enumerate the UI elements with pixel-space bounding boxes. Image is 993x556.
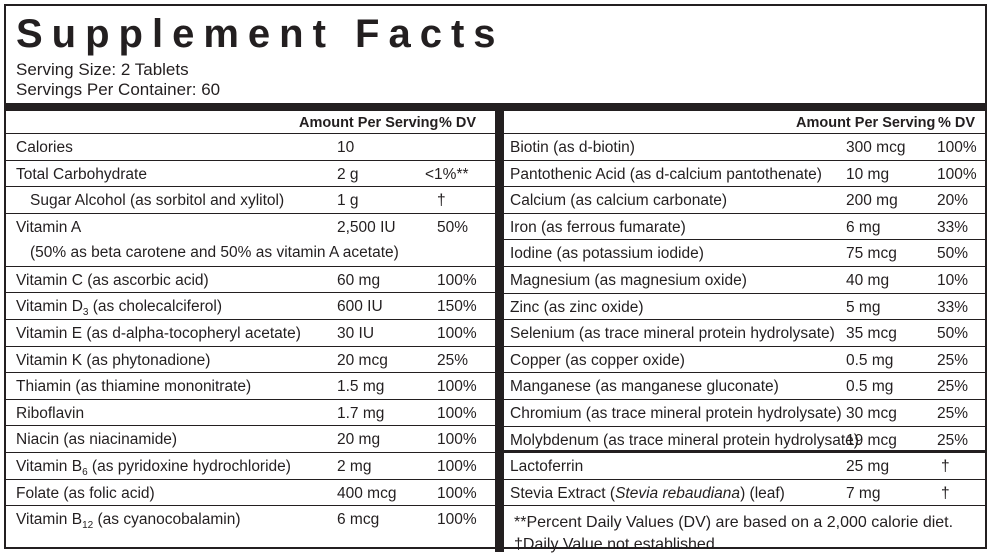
nutrient-amount: 7 mg — [846, 484, 881, 502]
nutrient-dv: 100% — [437, 378, 477, 396]
table-row — [6, 480, 495, 507]
nutrient-dv: 25% — [937, 404, 969, 422]
nutrient-dv: 50% — [437, 218, 469, 236]
table-row — [6, 426, 495, 453]
table-row — [6, 373, 495, 400]
nutrient-name — [510, 485, 785, 503]
nutrient-dv: 150% — [437, 298, 477, 316]
name-prefix: Vitamin B — [16, 511, 83, 529]
dv-header: % DV — [938, 115, 976, 131]
nutrient-name: Selenium (as trace mineral protein hydrolysate) — [510, 325, 835, 343]
nutrient-name: Magnesium (as magnesium oxide) — [510, 271, 747, 289]
table-row — [6, 267, 495, 294]
table-row — [6, 161, 495, 188]
table-row — [6, 400, 495, 427]
nutrient-name: Calcium (as calcium carbonate) — [510, 192, 728, 210]
nutrient-name: Copper (as copper oxide) — [510, 351, 685, 369]
dv-footnote: **Percent Daily Values (DV) are based on a 2,000 calorie diet. — [514, 514, 954, 532]
nutrient-amount: 2 mg — [337, 457, 372, 475]
nutrient-dv: 100% — [437, 511, 477, 529]
nutrient-dv: 100% — [437, 484, 477, 502]
table-row — [6, 214, 495, 267]
nutrient-name: Folate (as folic acid) — [16, 484, 155, 502]
nutrient-amount: 30 mcg — [846, 404, 897, 422]
dagger-footnote: †Daily Value not established. — [514, 536, 720, 554]
dv-header: % DV — [439, 115, 477, 131]
nutrient-dv: 100% — [437, 457, 477, 475]
nutrient-amount: 25 mg — [846, 458, 890, 476]
left-nutrient-table — [6, 111, 495, 533]
nutrient-name: Vitamin E (as d-alpha-tocopheryl acetate) — [16, 324, 301, 342]
nutrient-amount: 2,500 IU — [337, 218, 396, 236]
table-row — [6, 506, 495, 533]
nutrient-name: Manganese (as manganese gluconate) — [510, 378, 779, 396]
table-row — [504, 373, 985, 400]
nutrient-dv: <1%** — [425, 165, 469, 183]
top-divider-bar — [6, 103, 985, 111]
panel-title: Supplement Facts — [16, 12, 505, 56]
footnotes — [504, 506, 985, 556]
nutrient-dv: 33% — [937, 298, 969, 316]
nutrient-amount: 600 IU — [337, 298, 383, 316]
nutrient-amount: 2 g — [337, 165, 359, 183]
table-row — [6, 347, 495, 374]
nutrient-amount: 19 mcg — [846, 431, 897, 449]
name-suffix: (as cholecalciferol) — [88, 298, 222, 316]
nutrient-name: Total Carbohydrate — [16, 165, 147, 183]
table-row — [504, 400, 985, 427]
nutrient-amount: 10 — [337, 139, 355, 156]
nutrient-name: Lactoferrin — [510, 458, 584, 476]
table-row — [504, 347, 985, 374]
nutrient-dv: † — [941, 458, 950, 476]
nutrient-name: Pantothenic Acid (as d-calcium pantothenate) — [510, 165, 822, 183]
name-subscript: 6 — [82, 467, 88, 479]
nutrient-dv: 50% — [937, 325, 969, 343]
nutrient-amount: 10 mg — [846, 165, 890, 183]
nutrient-amount: 200 mg — [846, 192, 898, 210]
nutrient-name: Calories — [16, 139, 73, 156]
nutrient-amount: 30 IU — [337, 324, 375, 342]
name-prefix: Stevia Extract ( — [510, 484, 616, 502]
amount-header: Amount Per Serving — [796, 115, 936, 131]
nutrient-name: Riboflavin — [16, 404, 85, 422]
nutrient-amount: 20 mcg — [337, 351, 388, 369]
nutrient-name: Vitamin K (as phytonadione) — [16, 351, 211, 369]
nutrient-dv: 50% — [937, 245, 969, 263]
nutrient-amount: 0.5 mg — [846, 351, 894, 369]
table-row — [504, 480, 985, 507]
nutrient-dv: 100% — [437, 324, 477, 342]
servings-per-container: Servings Per Container: 60 — [16, 80, 221, 99]
nutrient-name: Iron (as ferrous fumarate) — [510, 218, 686, 236]
table-row — [6, 187, 495, 214]
nutrient-dv: 33% — [937, 218, 969, 236]
nutrient-amount: 400 mcg — [337, 484, 397, 502]
nutrient-dv: 10% — [937, 271, 969, 289]
nutrient-amount: 1.5 mg — [337, 378, 385, 396]
table-row — [504, 267, 985, 294]
nutrient-amount: 35 mcg — [846, 325, 897, 343]
nutrient-dv: 100% — [437, 431, 477, 449]
nutrient-name: Vitamin C (as ascorbic acid) — [16, 271, 209, 289]
nutrient-amount: 20 mg — [337, 431, 381, 449]
name-italic: Stevia rebaudiana — [615, 484, 741, 502]
table-row — [504, 427, 985, 454]
supplement-facts-panel — [4, 4, 987, 554]
right-table-header — [504, 111, 985, 134]
nutrient-name: Biotin (as d-biotin) — [510, 139, 635, 156]
nutrient-name: Sugar Alcohol (as sorbitol and xylitol) — [30, 192, 285, 210]
name-suffix: (as pyridoxine hydrochloride) — [87, 457, 291, 475]
nutrient-name: Zinc (as zinc oxide) — [510, 298, 644, 316]
nutrient-amount: 1 g — [337, 192, 359, 210]
table-row — [504, 187, 985, 214]
nutrient-amount: 60 mg — [337, 271, 381, 289]
nutrient-dv: † — [941, 484, 950, 502]
nutrient-dv: 100% — [437, 404, 477, 422]
amount-header: Amount Per Serving — [299, 115, 439, 131]
nutrient-dv: 100% — [437, 271, 477, 289]
table-row — [504, 453, 985, 480]
nutrient-name — [16, 458, 291, 478]
serving-size: Serving Size: 2 Tablets — [16, 60, 189, 79]
table-row — [504, 240, 985, 267]
name-subscript: 12 — [82, 520, 94, 532]
nutrient-amount: 1.7 mg — [337, 404, 385, 422]
column-divider-bar — [495, 111, 504, 552]
nutrient-name: Molybdenum (as trace mineral protein hydrolysate) — [510, 431, 859, 449]
nutrient-amount: 5 mg — [846, 298, 881, 316]
nutrient-dv: 100% — [937, 139, 977, 156]
name-suffix: ) (leaf) — [740, 484, 785, 502]
nutrient-name: Niacin (as niacinamide) — [16, 431, 178, 449]
table-row — [6, 320, 495, 347]
name-suffix: (as cyanocobalamin) — [93, 511, 241, 529]
table-row — [6, 453, 495, 480]
name-prefix: Vitamin D — [16, 298, 83, 316]
nutrient-dv: 20% — [937, 192, 969, 210]
table-row — [504, 161, 985, 188]
nutrient-amount: 75 mcg — [846, 245, 897, 263]
table-row — [6, 293, 495, 320]
nutrient-amount: 0.5 mg — [846, 378, 894, 396]
nutrient-name: Thiamin (as thiamine mononitrate) — [16, 378, 252, 396]
right-nutrient-table — [504, 111, 985, 556]
left-table-header — [6, 111, 495, 134]
nutrient-dv: 25% — [437, 351, 469, 369]
name-prefix: Vitamin B — [16, 457, 83, 475]
nutrient-name — [16, 511, 241, 531]
nutrient-dv: † — [437, 192, 446, 210]
nutrient-name — [16, 298, 222, 318]
nutrient-note: (50% as beta carotene and 50% as vitamin A acetate) — [30, 243, 399, 261]
table-row — [504, 134, 985, 161]
nutrient-name: Chromium (as trace mineral protein hydrolysate) — [510, 404, 842, 422]
nutrient-name: Iodine (as potassium iodide) — [510, 245, 704, 263]
table-row — [504, 294, 985, 321]
table-row — [504, 214, 985, 241]
table-row — [6, 134, 495, 161]
name-subscript: 3 — [82, 307, 89, 319]
nutrient-amount: 300 mcg — [846, 139, 906, 156]
nutrient-dv: 25% — [937, 431, 969, 449]
nutrient-dv: 100% — [937, 165, 977, 183]
nutrient-amount: 40 mg — [846, 271, 890, 289]
nutrient-amount: 6 mcg — [337, 511, 380, 529]
nutrient-name: Vitamin A — [16, 218, 82, 236]
table-row — [504, 320, 985, 347]
nutrient-amount: 6 mg — [846, 218, 881, 236]
nutrient-dv: 25% — [937, 378, 969, 396]
nutrient-dv: 25% — [937, 351, 969, 369]
